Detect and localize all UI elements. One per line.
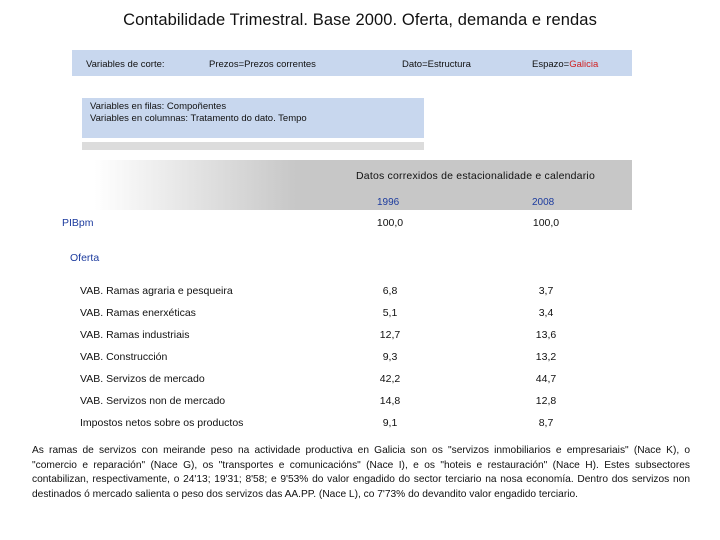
filter-espazo[interactable] <box>532 59 598 70</box>
table-row <box>0 285 720 299</box>
cell-2008: 12,8 <box>535 395 557 407</box>
cell-2008: 8,7 <box>538 417 554 429</box>
table-row <box>0 351 720 365</box>
row-label: VAB. Servizos de mercado <box>80 373 205 385</box>
row-label: Impostos netos sobre os productos <box>80 417 244 429</box>
variables-rows: Variables en filas: Compoñentes <box>90 101 227 112</box>
table-row <box>0 307 720 321</box>
pib-label: PIBpm <box>62 217 94 229</box>
variables-columns: Variables en columnas: Tratamento do dato. Tempo <box>90 112 307 124</box>
cell-1996: 14,8 <box>379 395 401 407</box>
cell-1996: 9,3 <box>382 351 398 363</box>
filter-dato[interactable]: Dato=Estructura <box>402 59 471 70</box>
cell-2008: 13,2 <box>535 351 557 363</box>
filter-espazo-value: Galicia <box>569 59 599 70</box>
cell-2008: 44,7 <box>535 373 557 385</box>
cell-1996: 6,8 <box>382 285 398 297</box>
table-row-pib <box>0 217 720 231</box>
cell-1996: 42,2 <box>379 373 401 385</box>
table-row <box>0 417 720 431</box>
page-title: Contabilidade Trimestral. Base 2000. Oferta, demanda e rendas <box>123 11 597 29</box>
table-row <box>0 395 720 409</box>
table-header-caption: Datos correxidos de estacionalidade e calendario <box>356 170 595 182</box>
section-oferta-label: Oferta <box>70 252 100 264</box>
divider-band <box>82 142 424 150</box>
cell-pib-1996: 100,0 <box>376 217 404 229</box>
cell-1996: 5,1 <box>382 307 398 319</box>
filter-corte-label: Variables de corte: <box>86 59 165 70</box>
year-2008-header[interactable]: 2008 <box>532 197 555 208</box>
row-label: VAB. Ramas agraria e pesqueira <box>80 285 233 297</box>
cell-2008: 3,7 <box>538 285 554 297</box>
cell-1996: 9,1 <box>382 417 398 429</box>
cell-1996: 12,7 <box>379 329 401 341</box>
filter-prezos[interactable]: Prezos=Prezos correntes <box>209 59 316 70</box>
row-label: VAB. Servizos non de mercado <box>80 395 226 407</box>
year-1996-header[interactable]: 1996 <box>377 197 400 208</box>
filter-bar <box>72 50 632 76</box>
filter-espazo-prefix: Espazo= <box>532 59 570 70</box>
row-label: VAB. Ramas industriais <box>80 329 190 341</box>
table-row <box>0 329 720 343</box>
cell-pib-2008: 100,0 <box>532 217 560 229</box>
cell-2008: 13,6 <box>535 329 557 341</box>
row-label: VAB. Ramas enerxéticas <box>80 307 196 319</box>
variables-box <box>82 98 424 138</box>
table-row <box>0 373 720 387</box>
cell-2008: 3,4 <box>538 307 554 319</box>
analysis-paragraph: As ramas de servizos con meirande peso na actividade productiva en Galicia son os "servizos inmobiliarios e empresariais" (Nace K), o "comercio e reparación" (Nace G), os "transportes e comunicacións" (Nace I), e os "hoteis e restauración" (Nace H). Estes subsectores contabilizan, respectivamente, o 24'13; 19'31; 8'58; e 9'53% do valor engadido do sector terciario na nosa economía. Dentro dos servizos non destinados ó mercado salienta o peso dos servizos das AA.PP. (Nace L), co 7'73% do devandito valor engadido terciario. <box>32 445 690 500</box>
row-label: VAB. Construcción <box>80 351 168 363</box>
